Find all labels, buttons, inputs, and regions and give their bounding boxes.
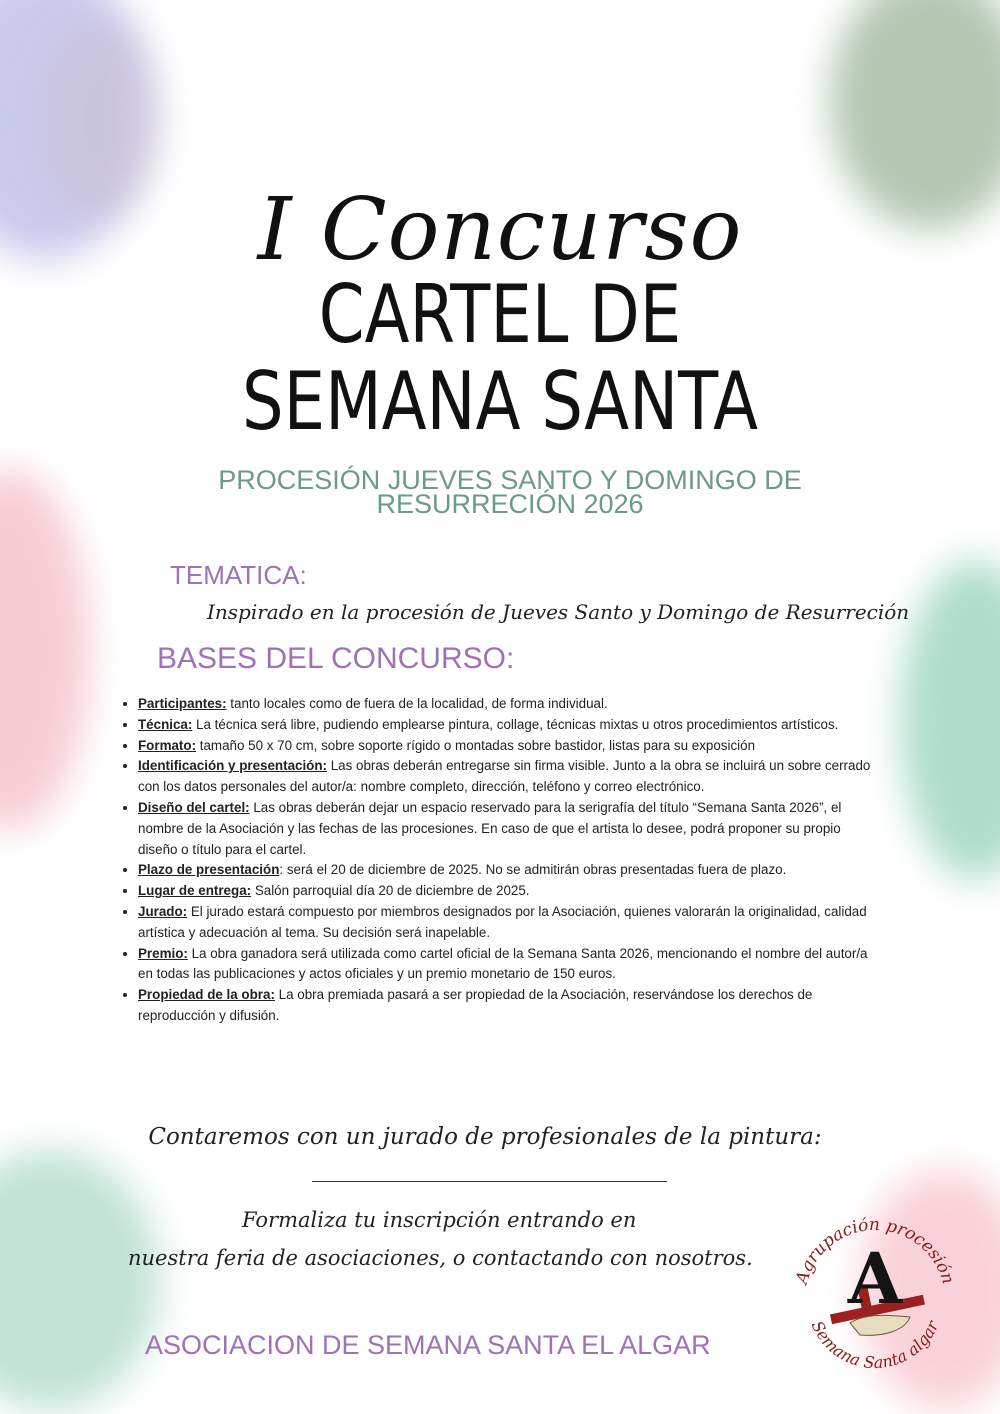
bases-item-label: Formato: <box>138 737 197 753</box>
bases-item-label: Propiedad de la obra: <box>138 987 275 1003</box>
bases-item <box>138 860 883 881</box>
bases-item <box>138 985 883 1027</box>
bases-item-label: Identificación y presentación: <box>138 758 327 774</box>
watercolor-blob-green-right <box>900 560 1000 880</box>
tematica-heading: TEMATICA: <box>170 560 307 590</box>
bases-item <box>138 756 883 798</box>
bases-item-text: La obra premiada pasará a ser propiedad de la Asociación, reservándose los derechos de reproducción y difusión. <box>138 987 813 1023</box>
jurado-line: Contaremos con un jurado de profesionales de la pintura: <box>148 1124 822 1150</box>
logo-top-text: Agrupación procesión <box>792 1214 958 1287</box>
watercolor-blob-green-bottom-left <box>0 1150 160 1410</box>
bases-list <box>120 694 883 1027</box>
bases-item-label: Participantes: <box>138 696 227 711</box>
bases-item <box>138 694 883 715</box>
bases-item <box>138 736 883 757</box>
bases-item <box>138 902 883 944</box>
title-line-3: SEMANA SANTA <box>241 355 759 448</box>
bases-item-text: Salón parroquial día 20 de diciembre de 2025. <box>251 883 530 899</box>
formaliza-line-2: nuestra feria de asociaciones, o contactando con nosotros. <box>128 1246 753 1270</box>
title-line-1: I Concurso <box>257 180 743 280</box>
logo-bottom-text: Semana Santa algar <box>807 1317 943 1373</box>
bases-item <box>138 715 883 736</box>
divider <box>312 1181 667 1182</box>
bases-item-label: Premio: <box>138 945 188 961</box>
subtitle: PROCESIÓN JUEVES SANTO Y DOMINGO DE RESURRECIÓN 2026 <box>218 465 802 519</box>
association-logo <box>790 1205 960 1385</box>
bases-item-text: Las obras deberán entregarse sin firma visible. Junto a la obra se incluirá un sobre cerrado con los datos personales del autor/a: nombre completo, dirección, teléfono y correo electrónico. <box>138 758 871 795</box>
logo-letter: A <box>847 1237 903 1320</box>
bases-item <box>138 798 883 860</box>
bases-item-text: tamaño 50 x 70 cm, sobre soporte rígido o montadas sobre bastidor, listas para su exposición <box>196 737 756 753</box>
bases-item-label: Diseño del cartel: <box>138 799 250 815</box>
bases-item-label: Plazo de presentación <box>138 862 280 878</box>
association-name: ASOCIACION DE SEMANA SANTA EL ALGAR <box>145 1330 711 1360</box>
tematica-text: Inspirado en la procesión de Jueves Santo y Domingo de Resurreción <box>207 600 910 624</box>
formaliza-line-1: Formaliza tu inscripción entrando en <box>242 1208 637 1232</box>
watercolor-blob-pink-left <box>0 470 90 830</box>
bases-item-text: : será el 20 de diciembre de 2025. No se admitirán obras presentadas fuera de plazo. <box>279 862 787 878</box>
bases-item <box>138 944 883 986</box>
bases-item-text: Las obras deberán dejar un espacio reservado para la serigrafía del título “Semana Santa 2026”, el nombre de la Asociación y las fechas de las procesiones. En caso de que el artista lo desee, podrá proponer su propio diseño o título para el cartel. <box>138 799 842 857</box>
bases-item-label: Técnica: <box>138 716 193 732</box>
bases-item-text: La obra ganadora será utilizada como cartel oficial de la Semana Santa 2026, mencionando el nombre del autor/a en todas las publicaciones y actos oficiales y un premio monetario de 150 euros. <box>138 945 868 982</box>
bases-heading: BASES DEL CONCURSO: <box>157 642 515 675</box>
title-line-2: CARTEL DE <box>318 268 682 361</box>
bases-item-label: Jurado: <box>138 903 188 919</box>
bases-item-label: Lugar de entrega: <box>138 883 252 899</box>
bases-item <box>138 881 883 902</box>
bases-item-text: La técnica será libre, pudiendo emplearse pintura, collage, técnicas mixtas u otros procedimientos artísticos. <box>192 716 839 732</box>
bases-item-text: El jurado estará compuesto por miembros designados por la Asociación, quienes valorarán la originalidad, calidad artística y adecuación al tema. Su decisión será inapelable. <box>138 903 867 940</box>
bases-item-text: tanto locales como de fuera de la localidad, de forma individual. <box>226 696 608 711</box>
